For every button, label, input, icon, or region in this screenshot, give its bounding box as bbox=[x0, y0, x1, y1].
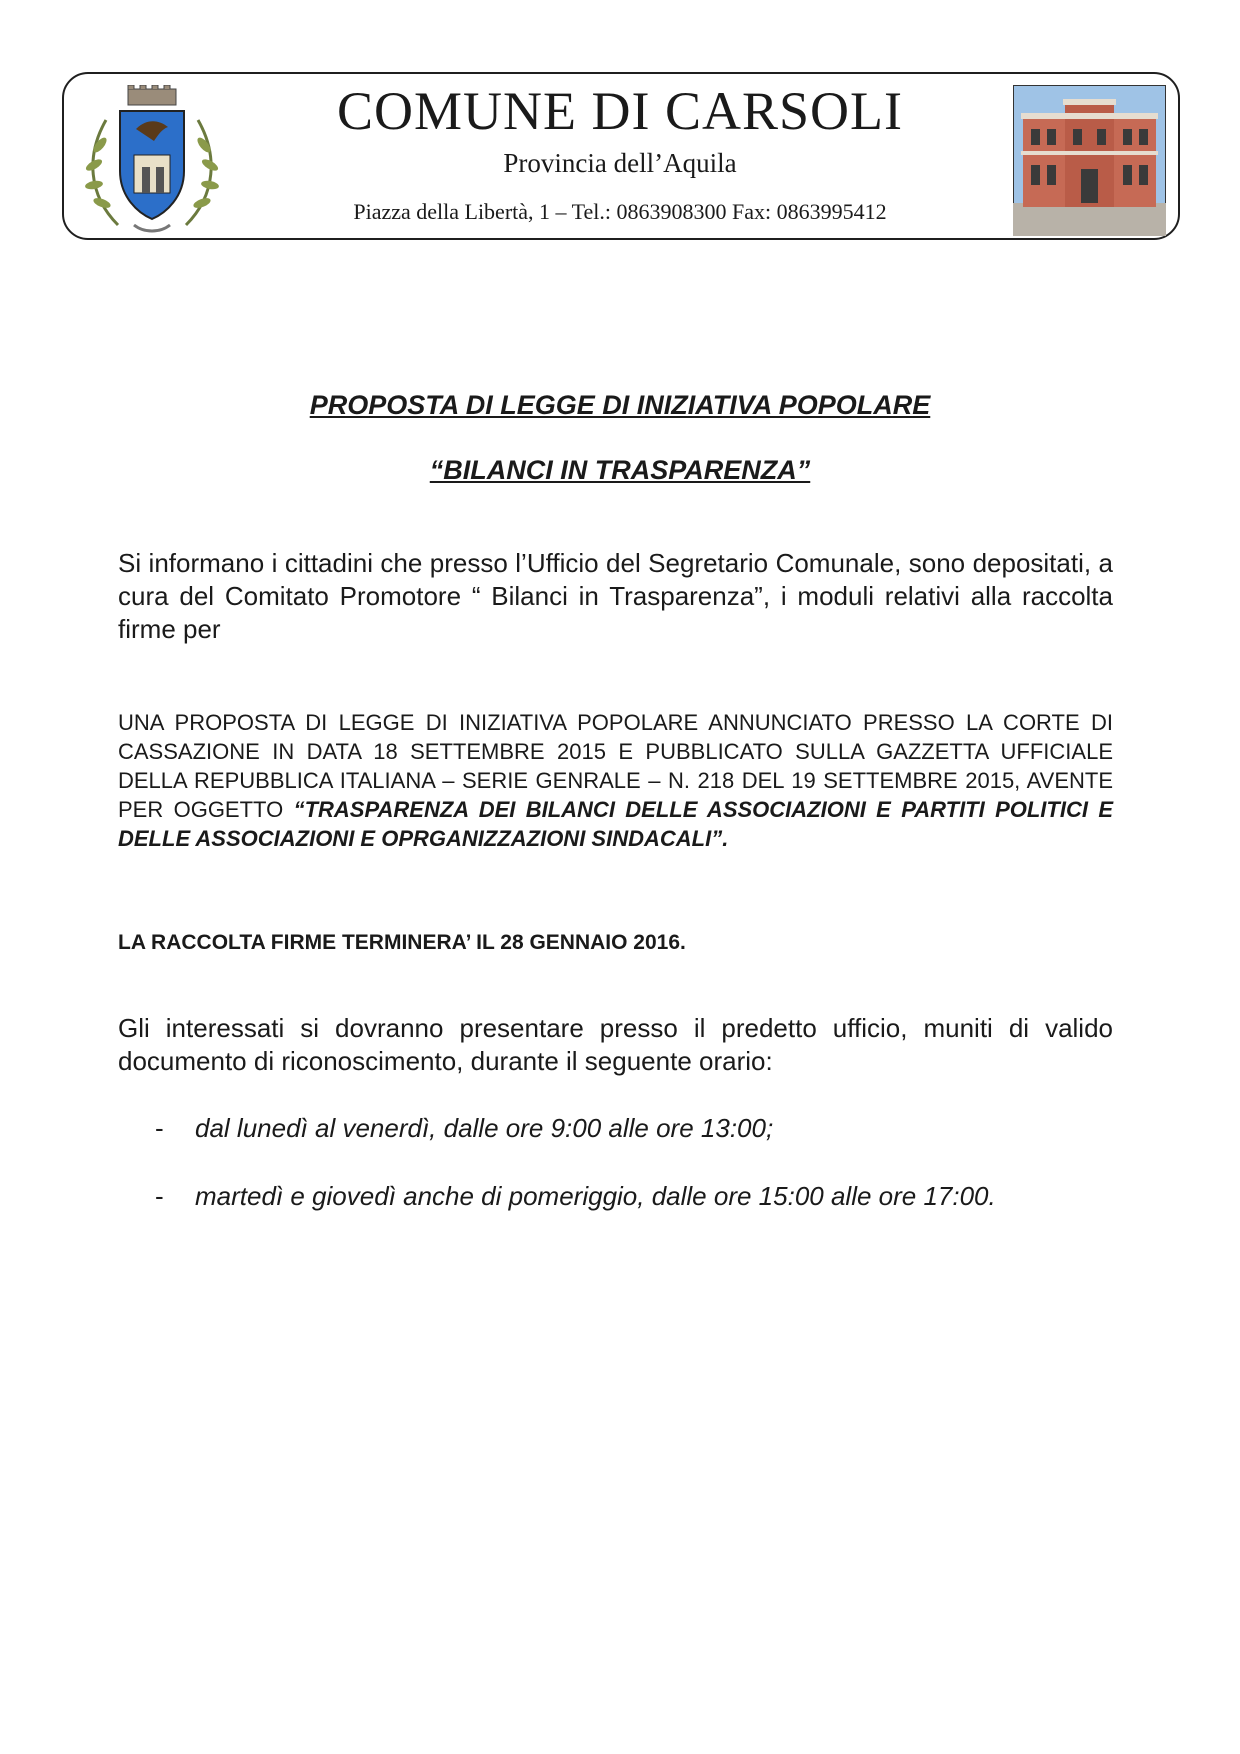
contact-address: Piazza della Libertà, 1 – Tel.: 0863908300 Fax: 0863995412 bbox=[353, 199, 887, 224]
intro-paragraph: Si informano i cittadini che presso l’Ufficio del Segretario Comunale, sono depositati, a cura del Comitato Promotore “ Bilanci in Trasparenza”, i moduli relativi alla raccolta firme per bbox=[118, 548, 1113, 644]
proposal-subject: “TRASPARENZA DEI BILANCI DELLE ASSOCIAZIONI E PARTITI POLITICI E DELLE ASSOCIAZIONI E OPRGANIZZAZIONI SINDACALI”. bbox=[118, 797, 1113, 851]
municipal-crest-icon bbox=[78, 85, 226, 240]
province-name: Provincia dell’Aquila bbox=[503, 148, 737, 178]
document-subtitle: “BILANCI IN TRASPARENZA” bbox=[429, 455, 811, 485]
bullet-dash: - bbox=[155, 1113, 164, 1143]
municipality-name: COMUNE DI CARSOLI bbox=[336, 81, 904, 141]
hours-item bbox=[155, 1180, 996, 1212]
hours-text: martedì e giovedì anche di pomeriggio, dalle ore 15:00 alle ore 17:00. bbox=[195, 1181, 996, 1211]
hours-item bbox=[155, 1112, 773, 1144]
instructions-paragraph: Gli interessati si dovranno presentare presso il predetto ufficio, muniti di valido documento di riconoscimento, durante il seguente orario: bbox=[118, 1013, 1113, 1076]
deadline-notice: LA RACCOLTA FIRME TERMINERA’ IL 28 GENNAIO 2016. bbox=[118, 931, 686, 954]
town-hall-photo bbox=[1013, 85, 1166, 236]
document-title: PROPOSTA DI LEGGE DI INIZIATIVA POPOLARE bbox=[309, 390, 931, 420]
proposal-text: UNA PROPOSTA DI LEGGE DI INIZIATIVA POPOLARE ANNUNCIATO PRESSO LA CORTE DI CASSAZIONE IN DATA 18 SETTEMBRE 2015 E PUBBLICATO SULLA GAZZETTA UFFICIALE DELLA REPUBBLICA ITALIANA – SERIE GENRALE – N. 218 DEL 19 SETTEMBRE 2015, AVENTE PER OGGETTO bbox=[118, 710, 1113, 822]
proposal-paragraph bbox=[118, 708, 1113, 853]
hours-text: dal lunedì al venerdì, dalle ore 9:00 alle ore 13:00; bbox=[195, 1113, 774, 1143]
bullet-dash: - bbox=[155, 1181, 164, 1211]
